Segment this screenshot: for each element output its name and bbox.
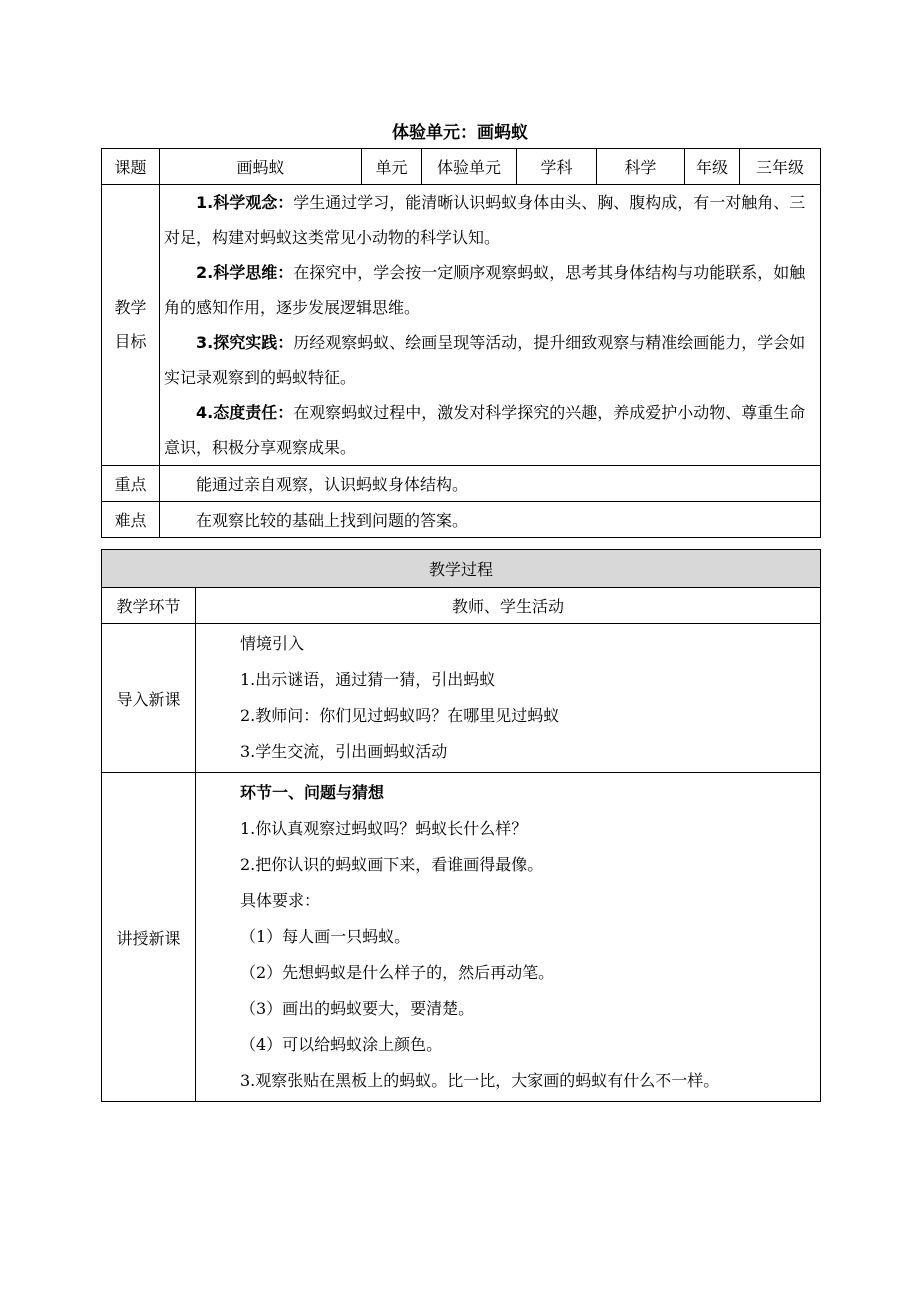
column-header-row [102, 588, 821, 624]
stage-row-teaching [102, 773, 821, 1102]
activity-line: 3.观察张贴在黑板上的蚂蚁。比一比，大家画的蚂蚁有什么不一样。 [240, 1071, 720, 1090]
key-point-text: 能通过亲自观察，认识蚂蚁身体结构。 [160, 466, 821, 502]
objectives-label: 教学目标 [102, 185, 160, 466]
stage-column-header: 教学环节 [102, 588, 196, 624]
stage-row-intro [102, 624, 821, 773]
stage-activities [196, 773, 821, 1102]
activity-heading: 环节一、问题与猜想 [240, 783, 385, 802]
topic-label: 课题 [102, 149, 160, 185]
objective-item: 3.探究实践：历经观察蚂蚁、绘画呈现等活动，提升细致观察与精准绘画能力，学会如实记录观察到的蚂蚁特征。 [164, 333, 806, 387]
key-point-label: 重点 [102, 466, 160, 502]
objectives-cell [160, 185, 821, 466]
objectives-row [102, 185, 821, 466]
grade-label: 年级 [685, 149, 740, 185]
difficulty-text: 在观察比较的基础上找到问题的答案。 [160, 502, 821, 538]
activity-line: 具体要求： [240, 891, 321, 910]
activity-column-header: 教师、学生活动 [196, 588, 821, 624]
stage-name: 导入新课 [102, 624, 196, 773]
activity-line: （4）可以给蚂蚁涂上颜色。 [240, 1035, 443, 1054]
stage-activities [196, 624, 821, 773]
activity-line: （2）先想蚂蚁是什么样子的，然后再动笔。 [240, 963, 555, 982]
unit-value: 体验单元 [422, 149, 517, 185]
activity-line: 3.学生交流，引出画蚂蚁活动 [240, 742, 448, 761]
key-point-row [102, 466, 821, 502]
activity-line: 情境引入 [240, 634, 305, 653]
activity-line: （3）画出的蚂蚁要大，要清楚。 [240, 999, 475, 1018]
activity-line: 2.教师问：你们见过蚂蚁吗？在哪里见过蚂蚁 [240, 706, 560, 725]
subject-value: 科学 [597, 149, 685, 185]
lesson-info-table [101, 148, 821, 538]
process-header-row [102, 550, 821, 588]
topic-value: 画蚂蚁 [160, 149, 362, 185]
difficulty-label: 难点 [102, 502, 160, 538]
grade-value: 三年级 [740, 149, 821, 185]
subject-label: 学科 [517, 149, 597, 185]
difficulty-row [102, 502, 821, 538]
objective-item: 4.态度责任：在观察蚂蚁过程中，激发对科学探究的兴趣，养成爱护小动物、尊重生命意识，积极分享观察成果。 [164, 403, 806, 457]
activity-line: 2.把你认识的蚂蚁画下来，看谁画得最像。 [240, 855, 544, 874]
stage-name: 讲授新课 [102, 773, 196, 1102]
activity-line: 1.你认真观察过蚂蚁吗？蚂蚁长什么样？ [240, 819, 528, 838]
activity-line: （1）每人画一只蚂蚁。 [240, 927, 411, 946]
activity-line: 1.出示谜语，通过猜一猜，引出蚂蚁 [240, 670, 496, 689]
teaching-process-table [101, 549, 821, 1102]
process-header: 教学过程 [102, 550, 821, 588]
info-row [102, 149, 821, 185]
objective-item: 1.科学观念：学生通过学习，能清晰认识蚂蚁身体由头、胸、腹构成，有一对触角、三对足，构建对蚂蚁这类常见小动物的科学认知。 [164, 193, 806, 247]
page-title: 体验单元：画蚂蚁 [392, 123, 528, 143]
unit-label: 单元 [362, 149, 422, 185]
objective-item: 2.科学思维：在探究中，学会按一定顺序观察蚂蚁，思考其身体结构与功能联系，如触角的感知作用，逐步发展逻辑思维。 [164, 263, 806, 317]
